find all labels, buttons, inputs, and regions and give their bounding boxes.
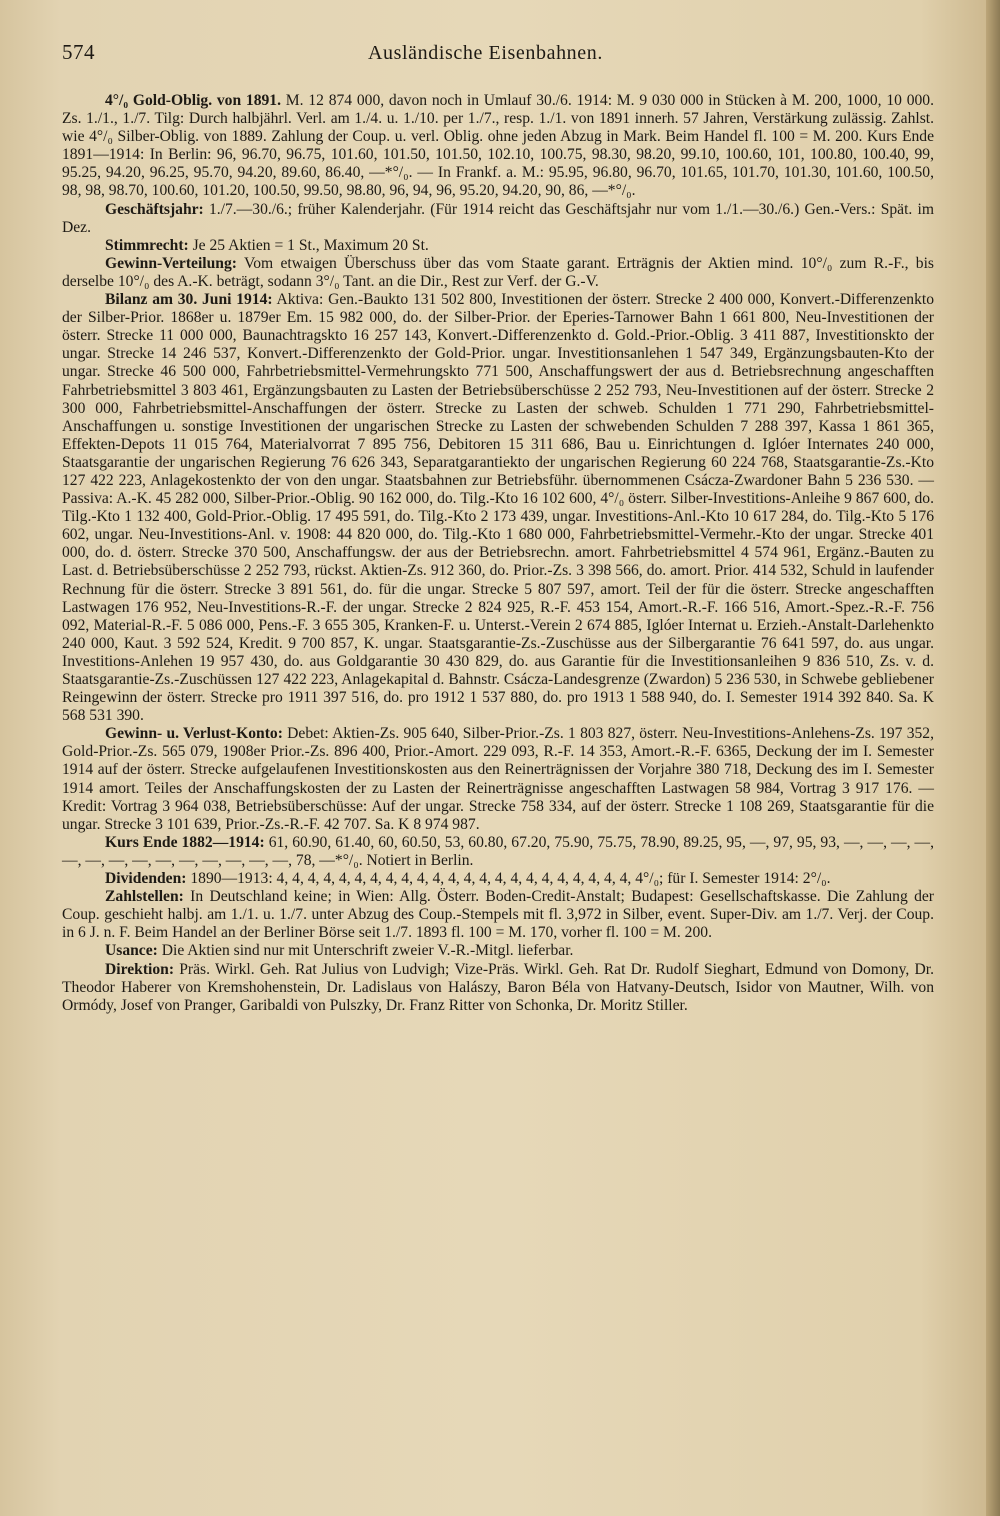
section-heading: Gewinn- u. Verlust-Konto:: [105, 725, 283, 743]
section-heading: Bilanz am 30. Juni 1914:: [105, 291, 273, 309]
section-text: Je 25 Aktien = 1 St., Maximum 20 St.: [188, 236, 429, 254]
section-dividenden: [62, 870, 934, 888]
section-text: Aktiva: Gen.-Bauktо 131 502 800, Investitionen der österr. Strecke 2 400 000, Konvert.-Differenzenkto der Silber-Prior. 1868er u. 1879er Em. 15 982 000, do. der Silber-Prior. der Eperies-Tarnower Bahn 1 661 800, Neu-Investitionen der österr. Strecke 11 000 000, Baunachtragskto 16 257 143, Konvert.-Differenzenkto d. Gold.-Prior.-Oblig. 3 411 887, Investitionskto der ungar. Strecke 14 246 537, Konvert.-Differenzenkto der Gold-Prior. ungar. Investitionsanlehen 1 547 349, Ergänzungsbauten-Kto der ungar. Strecke 46 500 000, Fahrbetriebsmittel-Vermehrungskto 771 500, Anschaffungswert der aus d. Betriebsrechnung angeschafften Fahrbetriebsmittel 3 803 461, Ergänzungsbauten zu Lasten der Betriebsüberschüsse 2 252 793, Neu-Investitionen auf der österr. Strecke 2 300 000, Fahrbetriebsmittel-Anschaffungen der österr. Strecke zu Lasten der schweb. Schulden 1 771 290, Fahrbetriebsmittel-Anschaffungen u. sonstige Investitionen der ungarischen Strecke zu Lasten der schwebenden Schulden 7 288 397, Kassa 1 861 365, Effekten-Depots 11 015 764, Materialvorrat 7 895 756, Debitoren 15 311 686, Bau u. Einrichtungen d. Iglóer Internates 240 000, Staatsgarantie der ungarischen Regierung 76 626 343, Separatgarantiekto der ungarischen Regierung 60 224 768, Staatsgarantie-Zs.-Kto 127 422 223, Anlagekostenkto der von den ungar. Staatsbahnen zur Betriebsführ. übernommenen Csácza-Zwardoner Bahn 5 236 530. — Passiva: A.-K. 45 282 000, Silber-Prior.-Oblig. 90 162 000, do. Tilg.-Kto 16 102 600, 4°/₀ österr. Silber-Investitions-Anleihe 9 867 600, do. Tilg.-Kto 1 132 400, Gold-Prior.-Oblig. 17 495 591, do. Tilg.-Kto 2 173 439, ungar. Investitions-Anl.-Kto 10 617 284, do. Tilg.-Kto 5 176 602, ungar. Neu-Investitions-Anl. v. 1908: 44 820 000, do. Tilg.-Kto 1 680 000, Fahrbetriebsmittel-Vermehr.-Kto der ungar. Strecke 401 000, do. d. österr. Strecke 370 500, Anschaffungsw. der aus der Betriebsrechn. amort. Fahrbetriebsmittel 4 574 961, Ergänz.-Bauten zu Last. d. Betriebsüberschüsse 2 252 793, rückst. Aktien-Zs. 912 360, do. Prior.-Zs. 3 398 566, do. amort. Prior. 414 532, Schuld in laufender Rechnung für die österr. Strecke 3 891 561, do. für die ungar. Strecke 5 807 597, amort. Teil der für die österr. Strecke angeschafften Lastwagen 176 952, Neu-Investitions-R.-F. der ungar. Strecke 2 824 925, R.-F. 453 154, Amort.-R.-F. 166 516, Amort.-Spez.-R.-F. 756 092, Material-R.-F. 5 086 000, Pens.-F. 3 655 305, Kranken-F. u. Unterst.-Verein 2 674 885, Iglóer Internat u. Erzieh.-Anstalt-Darlehenkto 240 000, Kaut. 3 592 524, Kredit. 9 700 857, K. ungar. Staatsgarantie-Zs.-Zuschüsse aus der Silbergarantie 76 641 597, do. aus ungar. Investitions-Anlehen 19 957 430, do. aus Goldgarantie 30 430 829, do. aus Garantie für die Investitionsanleihen 9 836 510, Zs. v. d. Staatsgarantie-Zs.-Zuschüssen 127 422 223, Anlagekapital d. Bahnstr. Csácza-Landesgrenze (Zwardon) 5 236 530, in Schwebe gebliebener Reingewinn der österr. Strecke pro 1911 397 516, do. pro 1912 1 537 880, do. pro 1913 1 588 940, do. I. Semester 1914 392 840. Sa. K 568 531 390.: [62, 291, 935, 725]
page-edge-shadow: [986, 0, 1000, 1516]
section-text: 1890—1913: 4, 4, 4, 4, 4, 4, 4, 4, 4, 4, 4, 4, 4, 4, 4, 4, 4, 4, 4, 4, 4, 4, 4, 4°/₀; für I. Semester 1914: 2°/₀.: [186, 870, 831, 888]
section-kurs: [62, 834, 934, 870]
section-bilanz: [62, 291, 934, 725]
page-header: [62, 40, 932, 70]
section-text: 61, 60.90, 61.40, 60, 60.50, 53, 60.80, 67.20, 75.90, 75.75, 78.90, 89.25, 95, —, 97, 95, 93, —, —, —, —, —, —, —, —, —, —, —, —, —, —, 78, —*°/₀. Notiert in Berlin.: [62, 833, 935, 869]
section-heading: Usance:: [105, 942, 158, 960]
section-stimmrecht: [62, 237, 934, 255]
section-text: Debet: Aktien-Zs. 905 640, Silber-Prior.-Zs. 1 803 827, österr. Neu-Investitions-Anlehens-Zs. 197 352, Gold-Prior.-Zs. 565 079, 1908er Prior.-Zs. 896 400, Prior.-Amort. 229 093, R.-F. 14 353, Amort.-R.-F. 6365, Deckung der im I. Semester 1914 auf der österr. Strecke aufgelaufenen Investitionskosten aus den Reinerträgnissen der Vorjahre 380 718, Deckung des im I. Semester 1914 amort. Teiles der Anschaffungskosten der zu Lasten der Reinerträgnisse angeschafften Lastwagen 58 984, Vortrag 3 917 176. — Kredit: Vortrag 3 964 038, Betriebsüberschüsse: Auf der ungar. Strecke 758 334, auf der österr. Strecke 1 108 269, Staatsgarantie für die ungar. Strecke 3 101 639, Prior.-Zs.-R.-F. 42 707. Sa. K 8 974 987.: [62, 725, 934, 833]
section-text: 1./7.—30./6.; früher Kalenderjahr. (Für 1914 reicht das Geschäftsjahr nur vom 1./1.—30./6.) Gen.-Vers.: Spät. im Dez.: [62, 200, 934, 236]
section-geschaeftsjahr: [62, 201, 934, 237]
section-text: Präs. Wirkl. Geh. Rat Julius von Ludvigh; Vize-Präs. Wirkl. Geh. Rat Dr. Rudolf Sieghart, Edmund von Domony, Dr. Theodor Haberer von Kremshohenstein, Dr. Ladislaus von Halászy, Baron Béla von Hatvany-Deutsch, Isidor von Mautner, Wilh. von Ormódy, Josef von Pranger, Garibaldi von Pulszky, Dr. Franz Ritter von Schonka, Dr. Moritz Stiller.: [62, 960, 934, 1014]
section-usance: [62, 942, 934, 960]
section-direktion: [62, 961, 934, 1015]
section-heading: Geschäftsjahr:: [105, 200, 204, 218]
section-heading: Zahlstellen:: [105, 888, 184, 906]
section-zahlstellen: [62, 888, 934, 942]
section-gewinn-verlust: [62, 725, 934, 834]
section-text: Die Aktien sind nur mit Unterschrift zweier V.-R.-Mitgl. lieferbar.: [157, 942, 574, 960]
section-text: Vom etwaigen Überschuss über das vom Staate garant. Erträgnis der Aktien mind. 10°/₀ zum R.-F., bis derselbe 10°/₀ des A.-K. beträgt, sodann 3°/₀ Tant. an die Dir., Rest zur Verf. der G.-V.: [62, 254, 934, 290]
section-gewinn-verteilung: [62, 255, 934, 291]
running-title: Ausländische Eisenbahnen.: [368, 42, 603, 64]
section-heading: Stimmrecht:: [105, 236, 189, 254]
section-heading: Direktion:: [105, 960, 175, 978]
section-text: M. 12 874 000, davon noch in Umlauf 30./6. 1914: M. 9 030 000 in Stücken à M. 200, 1000, 10 000. Zs. 1./1., 1./7. Tilg: Durch halbjährl. Verl. am 1./4. u. 1./10. per 1./7., resp. 1./1. von 1891 innerh. 57 Jahren, Verstärkung zulässig. Zahlst. wie 4°/₀ Silber-Oblig. von 1889. Zahlung der Coup. u. verl. Oblig. ohne jeden Abzug in Mark. Beim Handel fl. 100 = M. 200. Kurs Ende 1891—1914: In Berlin: 96, 96.70, 96.75, 101.60, 101.50, 101.50, 102.10, 100.75, 98.30, 98.20, 99.10, 100.60, 101, 100.80, 100.40, 99, 95.25, 94.20, 96.25, 95.70, 94.20, 89.60, 86.40, —*°/₀. — In Frankf. a. M.: 95.95, 96.80, 96.70, 101.65, 101.70, 101.30, 101.60, 100.50, 98, 98, 98.70, 100.60, 101.20, 100.50, 99.50, 98.80, 96, 94, 96, 95.20, 94.20, 90, 86, —*°/₀.: [62, 92, 934, 200]
section-heading: 4°/₀ Gold-Oblig. von 1891.: [105, 92, 282, 109]
page-number: 574: [62, 40, 95, 64]
section-gold-oblig: [62, 92, 934, 201]
section-heading: Dividenden:: [105, 870, 187, 888]
section-text: In Deutschland keine; in Wien: Allg. Österr. Boden-Credit-Anstalt; Budapest: Gesellschaftskasse. Die Zahlung der Coup. geschieht halbj. am 1./1. u. 1./7. unter Abzug des Coup.-Stempels mit fl. 3,972 in Silber, event. Super-Div. am 1./7. Verj. der Coup. in 6 J. n. F. Beim Handel an der Berliner Börse seit 1./7. 1893 fl. 100 = M. 170, vorher fl. 100 = M. 200.: [62, 888, 934, 942]
section-heading: Gewinn-Verteilung:: [105, 254, 237, 272]
article-body: [62, 92, 934, 1015]
section-heading: Kurs Ende 1882—1914:: [105, 833, 265, 851]
